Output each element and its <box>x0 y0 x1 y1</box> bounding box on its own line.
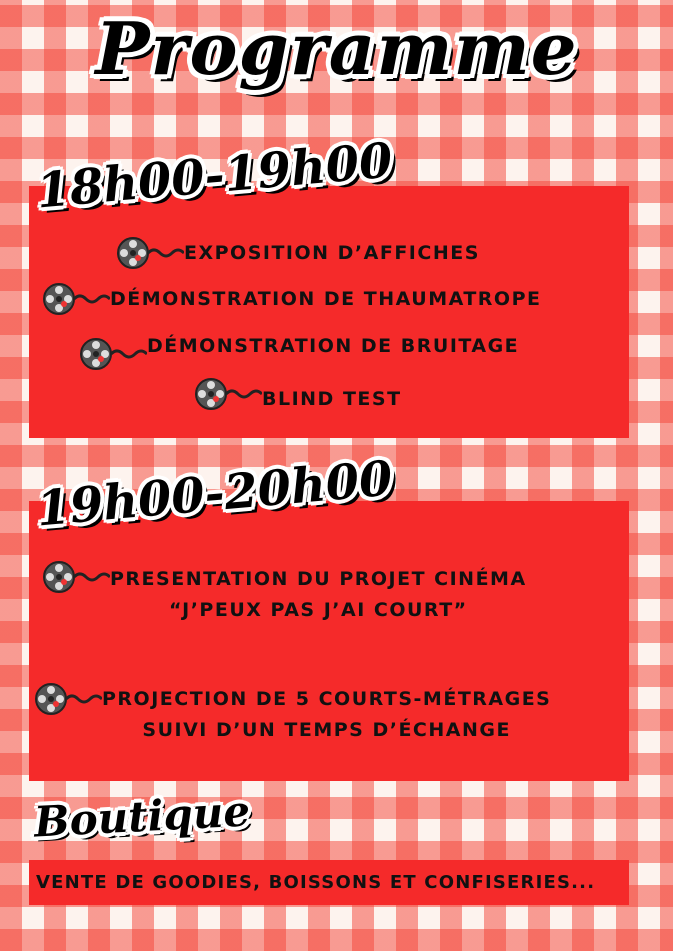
page-title: Programme <box>95 6 578 91</box>
session-1-item-label: BLIND TEST <box>262 388 402 410</box>
session-2-item <box>42 560 527 626</box>
session-1-item-label: DÉMONSTRATION DE BRUITAGE <box>147 335 520 357</box>
session-2-item-label <box>110 564 527 626</box>
session-1-time: 18h00-19h00 <box>34 132 395 220</box>
film-reel-icon <box>79 337 147 371</box>
session-2-time: 19h00-20h00 <box>34 450 395 538</box>
session-1-item <box>79 337 519 371</box>
session-1-item <box>42 282 541 316</box>
session-2-item-line: PROJECTION DE 5 COURTS-MÉTRAGES <box>102 688 552 710</box>
session-2-item-label <box>102 684 551 746</box>
film-reel-icon <box>42 560 110 594</box>
film-reel-icon <box>116 236 184 270</box>
session-1-item-label: EXPOSITION D’AFFICHES <box>184 242 480 264</box>
film-reel-icon <box>194 377 262 411</box>
session-2-item-line: PRESENTATION DU PROJET CINÉMA <box>110 568 527 590</box>
boutique-text: VENTE DE GOODIES, BOISSONS ET CONFISERIES... <box>36 872 596 893</box>
boutique-title: Boutique <box>32 786 252 847</box>
film-reel-icon <box>34 682 102 716</box>
session-1-item-label: DÉMONSTRATION DE THAUMATROPE <box>110 288 542 310</box>
session-2-item <box>34 682 551 746</box>
session-1-item <box>194 377 402 411</box>
session-2-item-line: “J’PEUX PAS J’AI COURT” <box>169 599 468 621</box>
film-reel-icon <box>42 282 110 316</box>
session-2-item-line: SUIVI D’UN TEMPS D’ÉCHANGE <box>142 719 511 741</box>
session-1-item <box>116 236 480 270</box>
